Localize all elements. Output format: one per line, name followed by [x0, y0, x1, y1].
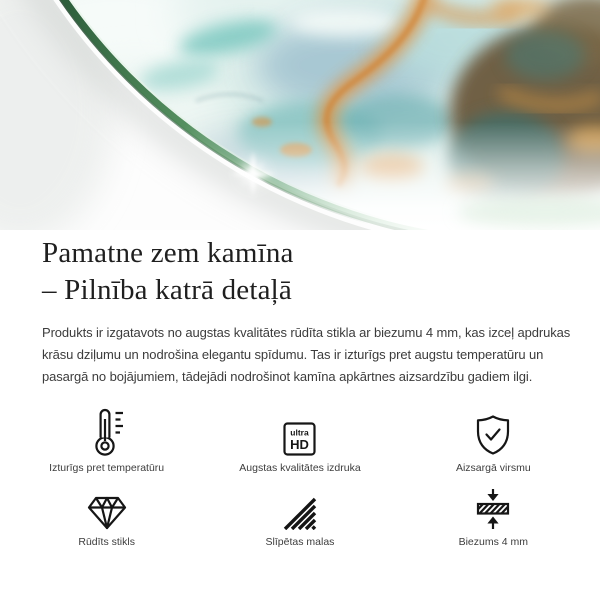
- feature-tempered-glass: [10, 480, 203, 549]
- thickness-icon: [476, 480, 510, 530]
- feature-list: [10, 406, 590, 549]
- feature-polished-edges: [203, 480, 396, 549]
- feature-surface-protection: [397, 406, 590, 475]
- product-photo: [0, 0, 600, 230]
- feature-print-quality: [203, 406, 396, 475]
- feature-thickness: [397, 480, 590, 549]
- page-title: [42, 235, 580, 309]
- shield-check-icon: [475, 406, 511, 456]
- marble-glass-disc-image: [0, 0, 600, 230]
- content-area: [0, 235, 600, 388]
- feature-label: Rūdīts stikls: [78, 536, 135, 548]
- bevel-stripes-icon: [282, 480, 318, 530]
- title-line-1: Pamatne zem kamīna: [42, 237, 294, 269]
- feature-label: Aizsargā virsmu: [455, 462, 531, 474]
- title-line-2: – Pilnība katrā detaļā: [42, 274, 293, 306]
- feature-temperature: [10, 406, 203, 475]
- ultra-hd-icon-text-bottom: HD: [290, 437, 310, 452]
- feature-label: Biezums 4 mm: [458, 536, 529, 548]
- feature-label: Augstas kvalitātes izdruka: [239, 462, 361, 474]
- ultra-hd-icon: [283, 406, 316, 456]
- ultra-hd-icon-text-top: ultra: [290, 427, 310, 438]
- thermometer-icon: [90, 406, 124, 456]
- diamond-icon: [87, 480, 127, 530]
- product-description: Produkts ir izgatavots no augstas kvalitātes rūdīta stikla ar biezumu 4 mm, kas izceļ apdrukas krāsu dziļumu un nodrošina elegantu spīdumu. Tas ir izturīgs pret augstu temperatūru un pasargā no bojājumiem, tādejādi nodrošinot kamīna apkārtnes aizsardzību gadiem ilgi.: [42, 325, 571, 384]
- feature-label: Izturīgs pret temperatūru: [49, 462, 165, 474]
- feature-label: Slīpētas malas: [265, 536, 335, 548]
